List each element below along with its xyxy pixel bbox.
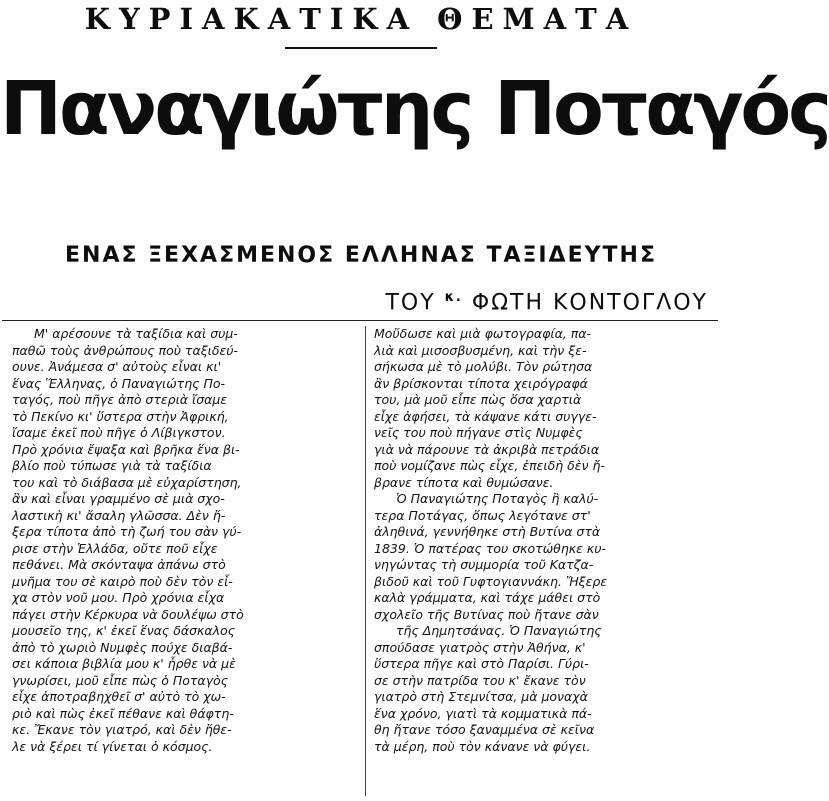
text-line: λε νὰ ξέρει τί γίνεται ὁ κόσμος.	[12, 738, 213, 754]
text-line: ταγός, ποὺ πῆγε ἀπὸ στεριὰ ἴσαμε	[12, 392, 228, 407]
text-line: ουνε. Ἀνάμεσα σ' αὐτοὺς εἶναι κι'	[12, 359, 222, 374]
article-title: Παναγιώτης Ποταγός	[0, 66, 829, 152]
text-line: τὸ Πεκίνο κι' ὕστερα στὴν Ἀφρική,	[12, 408, 229, 424]
byline-abbr: κ.	[444, 290, 463, 305]
text-line: γιὰ νὰ πάρουνε τὰ ἀκριβὰ πετράδια	[374, 441, 600, 457]
text-line: θη ἤτανε τόσο ξαναμμένα σὲ κεῖνα	[374, 722, 595, 737]
text-line: 1839. Ὁ πατέρας του σκοτώθηκε κυ-	[374, 540, 606, 556]
text-line: του καὶ τὸ διάβασα μὲ εὐχαρίστηση,	[12, 474, 242, 490]
text-line: βλίο ποὺ τύπωσε γιὰ τὰ ταξίδια	[12, 458, 212, 473]
text-line: τῆς Δημητσάνας. Ὁ Παναγιώτης	[396, 623, 602, 638]
text-line: σήκωσα μὲ τὸ μολύβι. Τὸν ρώτησα	[374, 359, 593, 374]
text-line: ἴσαμε ἐκεῖ ποὺ πῆγε ὁ Λίβιγκστον.	[12, 425, 226, 440]
text-line: ἕνας Ἕλληνας, ὁ Παναγιώτης Πο-	[12, 375, 226, 391]
text-line: πεθάνει. Μὰ σκόνταψα ἀπάνω στὸ	[12, 557, 226, 572]
text-line: γιατρὸ στὴ Στεμνίτσα, μὰ μοναχὰ	[374, 689, 588, 704]
text-line: Μ' αρέσουνε τὰ ταξίδια καὶ συμ-	[34, 326, 238, 341]
text-line: παθῶ τοὺς ἀνθρώπους ποὺ ταξιδεύ-	[12, 342, 239, 358]
text-line: κε. Ἔκανε τὸν γιατρό, καὶ δὲν ἤθε-	[12, 722, 232, 737]
text-line: σπούδασε γιατρὸς στὴν Ἀθήνα, κ'	[374, 639, 586, 655]
text-line: σε στὴν πατρίδα του κ' ἔκανε τὸν	[374, 672, 586, 688]
text-line: ἀληθινά, γεννήθηκε στὴ Βυτίνα στὰ	[374, 524, 601, 539]
column-divider	[365, 326, 366, 796]
text-line: καλὰ γράμματα, καὶ τάχε μάθει στὸ	[374, 590, 601, 605]
text-line: σει κάποια βιβλία μου κ' ἦρθε νὰ μὲ	[12, 656, 236, 671]
article-column-left	[12, 326, 357, 755]
text-line: τὰ μέρη, ποὺ τὸν κάνανε νὰ φύγει.	[374, 738, 591, 754]
text-line: χα στὸν νοῦ μου. Πρὸ χρόνια εἶχα	[12, 590, 225, 605]
text-line: ἂν βρίσκονται τίποτα χειρόγραφά	[374, 375, 588, 391]
text-line: Ὁ Παναγιώτης Ποταγὸς ἢ καλύ-	[396, 491, 599, 506]
byline	[385, 290, 708, 315]
text-line: εἶχε ἀφήσει, τὰ κάψανε κάτι συγγε-	[374, 408, 597, 424]
text-line: σχολεῖο τῆς Βυτίνας ποὺ ἤτανε σὰν	[374, 606, 599, 622]
text-line: τερα Ποτάγας, ὅπως λεγότανε στ'	[374, 507, 591, 523]
text-line: εἶχε ἀποτραβηχθεῖ σ' αὐτὸ τὸ χω-	[12, 689, 226, 704]
rubric-underline	[285, 47, 437, 49]
section-rubric: ΚΥΡΙΑΚΑΤΙΚΑ ΘΕΜΑΤΑ	[84, 2, 638, 36]
article-column-right	[374, 326, 710, 755]
header-divider	[2, 320, 718, 321]
text-line: λαστικὴ κι' ἄσαλη γλῶσσα. Δὲν ἤ-	[12, 507, 226, 523]
text-line: μουσεῖο της, κ' ἐκεῖ ἕνας δάσκαλος	[12, 623, 236, 638]
text-line: γνωρίσει, μοῦ εἶπε πὼς ὁ Ποταγὸς	[12, 672, 229, 688]
text-line: βιδοῦ καὶ τοῦ Γυφτογιαννάκη. Ἤξερε	[374, 573, 608, 589]
text-line: ἀπὸ τὸ χωριὸ Νυμφὲς πούχε διαβά-	[12, 639, 233, 655]
text-line: νηγώντας τὴ συμμορία τοῦ Κατζα-	[374, 557, 594, 572]
text-line: νεῖς του ποὺ πήγανε στὶς Νυμφὲς	[374, 425, 583, 440]
byline-prefix: ΤΟΥ	[385, 290, 436, 316]
byline-author: ΦΩΤΗ ΚΟΝΤΟΓΛΟΥ	[471, 290, 708, 316]
article-subtitle: ΕΝΑΣ ΞΕΧΑΣΜΕΝΟΣ ΕΛΛΗΝΑΣ ΤΑΞΙΔΕΥΤΗΣ	[65, 243, 657, 268]
text-line: Πρὸ χρόνια ἔψαξα καὶ βρῆκα ἕνα βι-	[12, 441, 240, 457]
text-line: ἕνα χρόνο, γιατὶ τὰ κομματικὰ πά-	[374, 705, 592, 721]
text-line: ρισε στὴν Ἑλλάδα, οὔτε ποῦ εἶχε	[12, 540, 218, 556]
text-line: βρανε τίποτα καὶ θυμώσανε.	[374, 474, 554, 490]
text-line: του, μὰ μοῦ εἶπε πὼς ὅσα χαρτιὰ	[374, 392, 582, 407]
text-line: ξερα τίποτα ἀπὸ τὴ ζωή του σὰν γύ-	[12, 524, 242, 539]
text-line: ἂν καὶ εἶναι γραμμένο σὲ μιὰ σχο-	[12, 491, 225, 506]
text-line: ποὺ νομίζανε πὼς εἶχε, ἐπειδὴ δὲν ἤ-	[374, 458, 605, 473]
text-line: μνῆμα του σὲ καιρὸ ποὺ δὲν τὸν εἶ-	[12, 573, 233, 589]
text-line: πάγει στὴν Κέρκυρα νὰ δουλέψω στὸ	[12, 606, 244, 622]
text-line: ὕστερα πῆγε καὶ στὸ Παρίσι. Γύρι-	[374, 656, 589, 671]
text-line: ριὸ καὶ πὼς ἐκεῖ πέθανε καὶ θάφτη-	[12, 705, 234, 721]
text-line: λιὰ καὶ μισοσβυσμένη, καὶ τὴν ξε-	[374, 342, 587, 358]
text-line: Μοὔδωσε καὶ μιὰ φωτογραφία, πα-	[374, 326, 592, 341]
